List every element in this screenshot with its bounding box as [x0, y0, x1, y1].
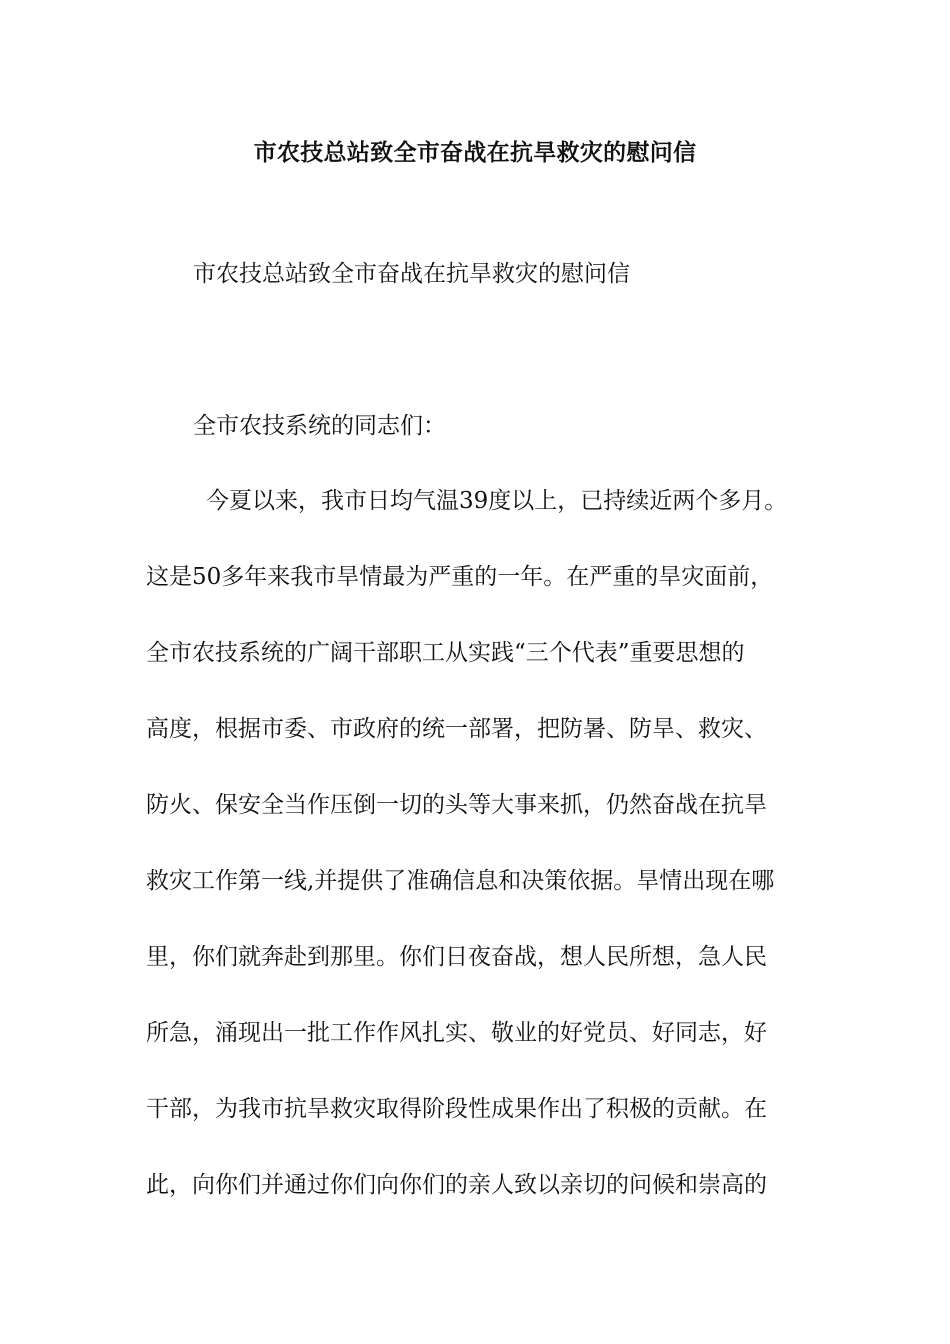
body-line: 所急，涌现出一批工作作风扎实、敬业的好党员、好同志，好: [146, 1020, 767, 1046]
body-line: 此，向你们并通过你们向你们的亲人致以亲切的问候和崇高的: [146, 1172, 767, 1198]
salutation: 全市农技系统的同志们：: [193, 413, 446, 439]
body-line: 干部，为我市抗旱救灾取得阶段性成果作出了积极的贡献。在: [146, 1096, 767, 1122]
document-title: 市农技总站致全市奋战在抗旱救灾的慰问信: [253, 140, 697, 166]
body-line: 高度，根据市委、市政府的统一部署，把防暑、防旱、救灾、: [146, 716, 767, 742]
body-line: 里，你们就奔赴到那里。你们日夜奋战，想人民所想，急人民: [146, 944, 767, 970]
body-line: 防火、保安全当作压倒一切的头等大事来抓，仍然奋战在抗旱: [146, 792, 767, 818]
body-line: 全市农技系统的广阔干部职工从实践“三个代表”重要思想的: [146, 640, 745, 666]
body-line: 救灾工作第一线,并提供了准确信息和决策依据。旱情出现在哪: [146, 868, 775, 894]
letter-body: [146, 484, 826, 1244]
body-line: 这是50多年来我市旱情最为严重的一年。在严重的旱灾面前，: [146, 564, 774, 590]
body-line: 今夏以来，我市日均气温39度以上，已持续近两个多月。: [206, 488, 788, 514]
document-subtitle: 市农技总站致全市奋战在抗旱救灾的慰问信: [193, 261, 630, 287]
